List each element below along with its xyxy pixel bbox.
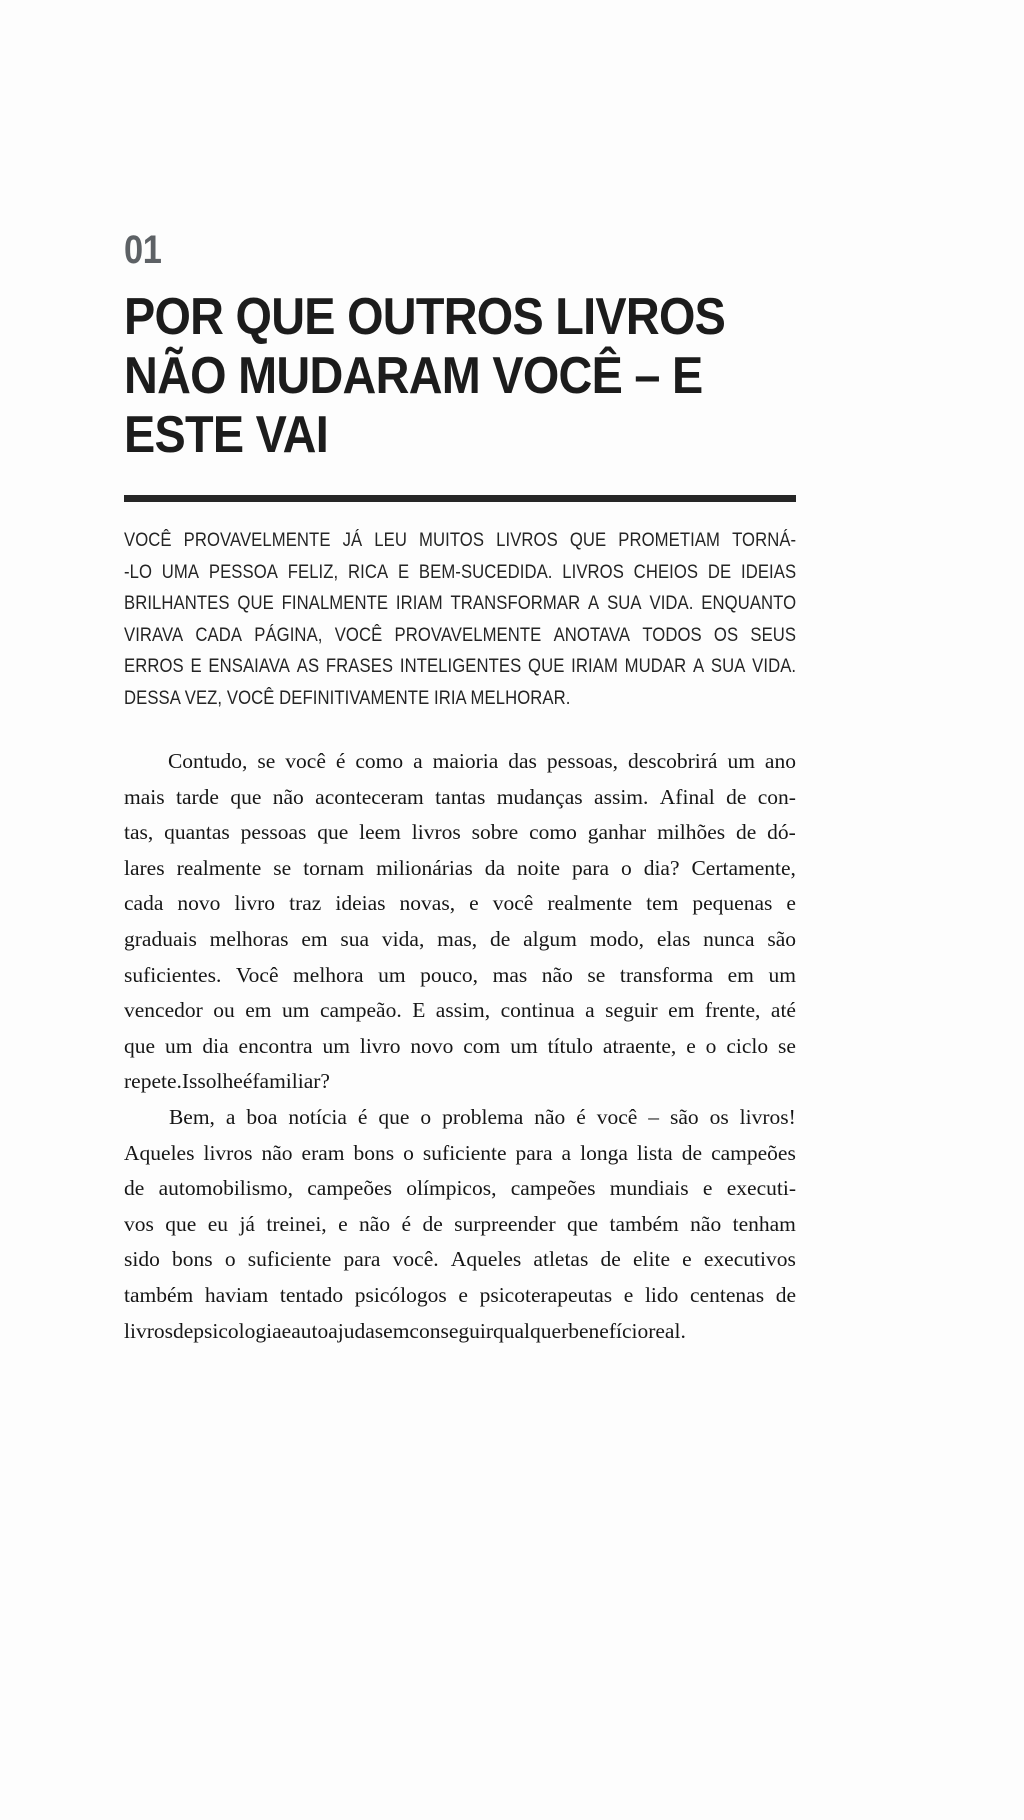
body-word: o bbox=[420, 1104, 432, 1129]
body-word: livros bbox=[203, 1140, 253, 1165]
body-word: de bbox=[124, 1176, 145, 1201]
intro-word: FINALMENTE bbox=[281, 592, 389, 614]
body-line bbox=[124, 1207, 796, 1243]
body-word: repete. bbox=[124, 1069, 182, 1094]
body-word: é bbox=[242, 1069, 253, 1094]
body-word: sem bbox=[374, 1318, 410, 1343]
body-word: novo bbox=[410, 1033, 454, 1058]
body-word: tentado bbox=[279, 1282, 344, 1307]
body-word: não bbox=[534, 1104, 566, 1129]
body-line bbox=[124, 851, 796, 887]
intro-word: RICA bbox=[348, 560, 389, 583]
intro-line: DESSA VEZ, VOCÊ DEFINITIVAMENTE IRIA MELHORAR. bbox=[124, 686, 571, 709]
body-word: vos bbox=[124, 1211, 154, 1236]
body-word: os bbox=[709, 1104, 729, 1129]
body-word: longa bbox=[580, 1140, 628, 1165]
body-word: realmente bbox=[176, 855, 262, 880]
body-word: um bbox=[164, 1033, 193, 1058]
body-word: Aqueles bbox=[124, 1140, 195, 1165]
body-word: a bbox=[585, 998, 595, 1023]
body-word: de bbox=[681, 1140, 703, 1165]
body-word: Isso bbox=[181, 1069, 217, 1094]
body-word: não bbox=[359, 1211, 391, 1236]
body-word: a bbox=[413, 749, 423, 773]
body-word: E bbox=[412, 998, 426, 1023]
body-word: haviam bbox=[204, 1282, 269, 1307]
body-word: vencedor bbox=[124, 998, 203, 1023]
body-word: se bbox=[587, 962, 606, 987]
body-word: ou bbox=[213, 998, 235, 1023]
body-word: novo bbox=[177, 891, 221, 916]
body-word: tenham bbox=[732, 1211, 796, 1236]
body-word: são bbox=[669, 1104, 699, 1129]
body-word: lido bbox=[644, 1282, 679, 1307]
body-word: o bbox=[403, 1140, 414, 1165]
body-word: de bbox=[422, 1211, 443, 1236]
paragraph-indent bbox=[124, 744, 158, 780]
body-word: transforma bbox=[619, 962, 714, 987]
body-word: Bem, bbox=[168, 1104, 215, 1129]
body-word: pessoas bbox=[240, 820, 307, 845]
body-word: benefício bbox=[568, 1318, 649, 1343]
body-word: de bbox=[726, 784, 747, 809]
body-word: atraente, bbox=[602, 1033, 677, 1058]
body-word: e bbox=[469, 891, 479, 916]
body-word: livros bbox=[124, 1318, 173, 1343]
body-word: não bbox=[261, 1140, 293, 1165]
body-word: de bbox=[775, 1282, 796, 1307]
body-word: um bbox=[281, 998, 310, 1023]
body-word: se bbox=[257, 749, 276, 773]
intro-word: E bbox=[190, 655, 202, 677]
intro-word: A bbox=[692, 655, 705, 677]
intro-word: VIDA. bbox=[649, 592, 694, 614]
body-word: dia bbox=[202, 1033, 229, 1058]
body-word: que bbox=[378, 1104, 410, 1129]
intro-word: DE bbox=[707, 560, 732, 583]
body-word: notícia bbox=[288, 1104, 347, 1129]
body-word: nunca bbox=[703, 926, 755, 951]
intro-word: SUA bbox=[607, 592, 642, 614]
intro-word: SEUS bbox=[750, 623, 797, 646]
body-word: lista bbox=[636, 1140, 673, 1165]
intro-word: ANOTAVA bbox=[553, 623, 631, 646]
body-word: é bbox=[357, 1104, 368, 1129]
intro-word: IRIAM bbox=[395, 592, 443, 614]
body-word: frente, bbox=[704, 998, 761, 1023]
intro-word: LIVROS bbox=[562, 560, 624, 583]
body-word: para bbox=[572, 855, 609, 880]
body-word: que bbox=[124, 1033, 156, 1058]
body-word: elite bbox=[632, 1247, 670, 1272]
body-word: Afinal bbox=[659, 784, 715, 809]
body-word: lhe bbox=[216, 1069, 243, 1094]
body-line bbox=[124, 1136, 796, 1172]
body-word: de bbox=[172, 1318, 194, 1343]
body-word: psicólogos bbox=[354, 1282, 447, 1307]
intro-word: ENQUANTO bbox=[701, 592, 797, 614]
body-word: livro bbox=[234, 891, 276, 916]
body-word: novas, bbox=[399, 891, 456, 916]
body-word: seguir bbox=[605, 998, 658, 1023]
body-word: dia? bbox=[643, 855, 680, 880]
body-word: bons bbox=[172, 1247, 213, 1272]
body-word: real. bbox=[648, 1318, 686, 1343]
body-word: quantas bbox=[164, 820, 230, 845]
intro-word: E bbox=[397, 560, 410, 583]
body-word: assim, bbox=[435, 998, 491, 1023]
body-word: Certamente, bbox=[691, 855, 796, 880]
body-word: Contudo, bbox=[167, 749, 248, 773]
body-word: um bbox=[510, 1033, 538, 1058]
intro-word: LIVROS bbox=[496, 529, 558, 551]
intro-word: QUE bbox=[528, 655, 565, 677]
content-column bbox=[124, 0, 796, 1349]
intro-word: PESSOA bbox=[208, 560, 278, 583]
intro-word: TORNÁ- bbox=[732, 529, 797, 551]
body-word: milionárias bbox=[376, 855, 473, 880]
intro-word: CADA bbox=[195, 623, 243, 646]
body-word: campeões bbox=[510, 1176, 596, 1201]
intro-line bbox=[124, 557, 796, 589]
intro-word: FELIZ, bbox=[287, 560, 339, 583]
body-paragraph-2 bbox=[124, 1100, 796, 1349]
body-word: título bbox=[547, 1033, 593, 1058]
body-word: algum bbox=[523, 926, 577, 951]
body-word: campeão. bbox=[319, 998, 402, 1023]
intro-word: IRIAM bbox=[571, 655, 618, 677]
body-word: executivos bbox=[703, 1247, 796, 1272]
intro-word: JÁ bbox=[342, 529, 363, 551]
body-word: tornam bbox=[303, 855, 365, 880]
body-word: cada bbox=[124, 891, 164, 916]
body-word: um bbox=[378, 962, 406, 987]
body-word: das bbox=[508, 749, 537, 773]
intro-word: VIRAVA bbox=[124, 623, 184, 646]
body-word: noite bbox=[517, 855, 561, 880]
body-word: até bbox=[770, 998, 796, 1023]
intro-word: ERROS bbox=[124, 655, 184, 677]
body-word: que bbox=[230, 784, 262, 809]
body-word: traz bbox=[289, 891, 322, 916]
body-word: executi- bbox=[726, 1176, 796, 1201]
chapter-title-line-3: ESTE VAI bbox=[124, 406, 329, 464]
intro-word: SUA bbox=[710, 655, 746, 677]
body-line bbox=[124, 815, 796, 851]
body-word: como bbox=[355, 749, 404, 773]
body-word: graduais bbox=[124, 926, 197, 951]
body-word: campeões bbox=[711, 1140, 796, 1165]
body-word: já bbox=[239, 1211, 255, 1236]
body-word: e bbox=[623, 1282, 634, 1307]
body-paragraph-1 bbox=[124, 744, 796, 1100]
body-word: de bbox=[490, 926, 511, 951]
intro-word: QUE bbox=[569, 529, 607, 551]
body-word: suficiente bbox=[422, 1140, 507, 1165]
body-word: você bbox=[285, 749, 326, 773]
body-line bbox=[124, 922, 796, 958]
intro-word: PROVAVELMENTE bbox=[394, 623, 542, 646]
body-word: autoajuda bbox=[291, 1318, 375, 1343]
body-line bbox=[124, 1278, 796, 1314]
body-word: continua bbox=[500, 998, 575, 1023]
intro-word: PROMETIAM bbox=[618, 529, 721, 551]
intro-word: VIDA. bbox=[752, 655, 797, 677]
body-word: se bbox=[273, 855, 292, 880]
chapter-title-line-2: NÃO MUDARAM VOCÊ – E bbox=[124, 347, 703, 405]
body-word: é bbox=[401, 1211, 412, 1236]
intro-word: QUE bbox=[237, 592, 274, 614]
intro-word: FRASES bbox=[325, 655, 394, 677]
intro-word: ENSAIAVA bbox=[208, 655, 291, 677]
intro-line bbox=[124, 620, 796, 652]
body-word: em bbox=[245, 998, 272, 1023]
body-word: tantas bbox=[435, 784, 486, 809]
body-word: descobrirá bbox=[627, 749, 718, 773]
body-line bbox=[124, 1314, 796, 1350]
intro-line bbox=[124, 525, 796, 557]
body-word: psicologia bbox=[193, 1318, 282, 1343]
body-word: dó- bbox=[767, 820, 796, 845]
body-text bbox=[124, 744, 796, 1349]
body-word: centenas bbox=[690, 1282, 765, 1307]
body-line bbox=[124, 1100, 796, 1136]
body-word: leem bbox=[359, 820, 401, 845]
intro-word: AS bbox=[296, 655, 320, 677]
body-word: e bbox=[338, 1211, 348, 1236]
body-word: campeões bbox=[307, 1176, 392, 1201]
body-word: Você bbox=[235, 962, 279, 987]
intro-paragraph bbox=[124, 525, 796, 714]
body-word: familiar? bbox=[252, 1069, 330, 1094]
body-word: você bbox=[492, 891, 534, 916]
body-word: e bbox=[458, 1282, 468, 1307]
intro-word: MUDAR bbox=[624, 655, 687, 677]
body-word: ciclo bbox=[726, 1033, 769, 1058]
body-word: – bbox=[648, 1104, 660, 1129]
body-line bbox=[124, 1029, 796, 1065]
body-word: ideias bbox=[335, 891, 386, 916]
body-word: para bbox=[343, 1247, 381, 1272]
intro-word: IDEIAS bbox=[740, 560, 797, 583]
body-word: a bbox=[561, 1140, 572, 1165]
intro-word: TODOS bbox=[642, 623, 702, 646]
body-word: o bbox=[224, 1247, 236, 1272]
intro-word: BEM-SUCEDIDA. bbox=[418, 560, 553, 583]
intro-word: MUITOS bbox=[419, 529, 485, 551]
intro-line bbox=[124, 588, 796, 620]
body-word: um bbox=[322, 1033, 350, 1058]
body-word: con- bbox=[757, 784, 796, 809]
body-word: milhões bbox=[657, 820, 726, 845]
body-word: lares bbox=[124, 855, 165, 880]
body-word: conseguir bbox=[409, 1318, 494, 1343]
body-word: treinei, bbox=[266, 1211, 327, 1236]
body-line bbox=[124, 886, 796, 922]
body-word: em bbox=[668, 998, 695, 1023]
body-word: mundiais bbox=[609, 1176, 689, 1201]
intro-word: -LO bbox=[124, 560, 153, 583]
body-line bbox=[124, 993, 796, 1029]
body-word: problema bbox=[442, 1104, 524, 1129]
body-word: realmente bbox=[547, 891, 633, 916]
body-word: um bbox=[727, 749, 755, 773]
intro-word: VOCÊ bbox=[124, 529, 172, 551]
body-word: são bbox=[767, 926, 796, 951]
body-word: automobilismo, bbox=[158, 1176, 293, 1201]
body-word: sua bbox=[340, 926, 370, 951]
body-word: é bbox=[576, 1104, 586, 1129]
intro-word: OS bbox=[713, 623, 739, 646]
body-word: que bbox=[165, 1211, 197, 1236]
body-line bbox=[124, 1242, 796, 1278]
body-word: não bbox=[541, 962, 573, 987]
body-word: e bbox=[281, 1318, 292, 1343]
body-line bbox=[124, 744, 796, 780]
body-word: melhoras bbox=[209, 926, 289, 951]
body-word: suficiente bbox=[247, 1247, 332, 1272]
body-word: livros! bbox=[739, 1104, 796, 1129]
body-word: que bbox=[567, 1211, 599, 1236]
body-word: e bbox=[686, 1033, 696, 1058]
body-word: de bbox=[736, 820, 757, 845]
body-word: não bbox=[272, 784, 304, 809]
body-word: atletas bbox=[533, 1247, 589, 1272]
body-word: ganhar bbox=[587, 820, 647, 845]
body-word: pessoas, bbox=[546, 749, 618, 773]
body-word: aconteceram bbox=[315, 784, 424, 809]
body-word: Aqueles bbox=[450, 1247, 522, 1272]
chapter-title-line-1: POR QUE OUTROS LIVROS bbox=[124, 288, 726, 346]
intro-word: VOCÊ bbox=[334, 623, 383, 646]
body-word: ano bbox=[764, 749, 796, 773]
body-word: sido bbox=[124, 1247, 160, 1272]
intro-word: PÁGINA, bbox=[254, 623, 323, 646]
body-word: livro bbox=[359, 1033, 401, 1058]
body-word: boa bbox=[246, 1104, 278, 1129]
body-word: o bbox=[705, 1033, 717, 1058]
body-word: é bbox=[335, 749, 346, 773]
intro-word: BRILHANTES bbox=[124, 592, 230, 614]
body-word: vida, bbox=[381, 926, 425, 951]
body-line bbox=[124, 1171, 796, 1207]
body-word: se bbox=[778, 1033, 796, 1058]
body-line bbox=[124, 958, 796, 994]
body-word: mas, bbox=[437, 926, 478, 951]
intro-word: CHEIOS bbox=[633, 560, 699, 583]
body-word: elas bbox=[656, 926, 691, 951]
body-word: tarde bbox=[175, 784, 219, 809]
body-word: e bbox=[786, 891, 796, 916]
body-line bbox=[124, 780, 796, 816]
body-word: com bbox=[463, 1033, 501, 1058]
body-word: você. bbox=[392, 1247, 439, 1272]
body-word: tem bbox=[646, 891, 679, 916]
body-word: e bbox=[682, 1247, 692, 1272]
body-word: o bbox=[620, 855, 632, 880]
body-word: um bbox=[768, 962, 796, 987]
body-word: em bbox=[301, 926, 328, 951]
body-word: tas, bbox=[124, 820, 154, 845]
title-divider-rule bbox=[124, 495, 796, 502]
intro-word: INTELIGENTES bbox=[399, 655, 522, 677]
body-word: como bbox=[529, 820, 577, 845]
body-word: bons bbox=[353, 1140, 395, 1165]
chapter-number: 01 bbox=[124, 228, 162, 272]
body-word: pouco, bbox=[420, 962, 479, 987]
body-word: também bbox=[609, 1211, 679, 1236]
body-word: olímpicos, bbox=[406, 1176, 497, 1201]
body-word: não bbox=[690, 1211, 722, 1236]
intro-line bbox=[124, 651, 796, 683]
body-word: você bbox=[596, 1104, 638, 1129]
body-word: da bbox=[484, 855, 506, 880]
body-word: a bbox=[225, 1104, 236, 1129]
intro-word: UMA bbox=[161, 560, 200, 583]
body-word: assim. bbox=[594, 784, 649, 809]
body-word: também bbox=[124, 1282, 194, 1307]
body-line bbox=[124, 1064, 796, 1100]
body-word: surpreender bbox=[454, 1211, 556, 1236]
body-word: para bbox=[515, 1140, 553, 1165]
body-word: suficientes. bbox=[124, 962, 222, 987]
paragraph-indent bbox=[124, 1100, 158, 1136]
body-word: psicoterapeutas bbox=[479, 1282, 613, 1307]
intro-word: PROVAVELMENTE bbox=[183, 529, 331, 551]
body-word: mudanças bbox=[496, 784, 583, 809]
intro-word: TRANSFORMAR bbox=[450, 592, 581, 614]
body-word: de bbox=[600, 1247, 621, 1272]
body-word: eram bbox=[301, 1140, 345, 1165]
intro-word: LEU bbox=[374, 529, 407, 551]
body-word: sobre bbox=[471, 820, 519, 845]
body-word: e bbox=[702, 1176, 713, 1201]
body-word: modo, bbox=[589, 926, 645, 951]
body-word: eu bbox=[207, 1211, 229, 1236]
body-word: pequenas bbox=[692, 891, 773, 916]
body-word: qualquer bbox=[493, 1318, 569, 1343]
body-word: encontra bbox=[238, 1033, 313, 1058]
body-word: maioria bbox=[432, 749, 499, 773]
chapter-title bbox=[124, 288, 796, 465]
body-word: que bbox=[317, 820, 349, 845]
body-word: mais bbox=[124, 784, 165, 809]
body-word: mas bbox=[492, 962, 528, 987]
body-word: livros bbox=[411, 820, 461, 845]
intro-word: A bbox=[588, 592, 600, 614]
body-word: melhora bbox=[293, 962, 364, 987]
body-word: em bbox=[727, 962, 754, 987]
